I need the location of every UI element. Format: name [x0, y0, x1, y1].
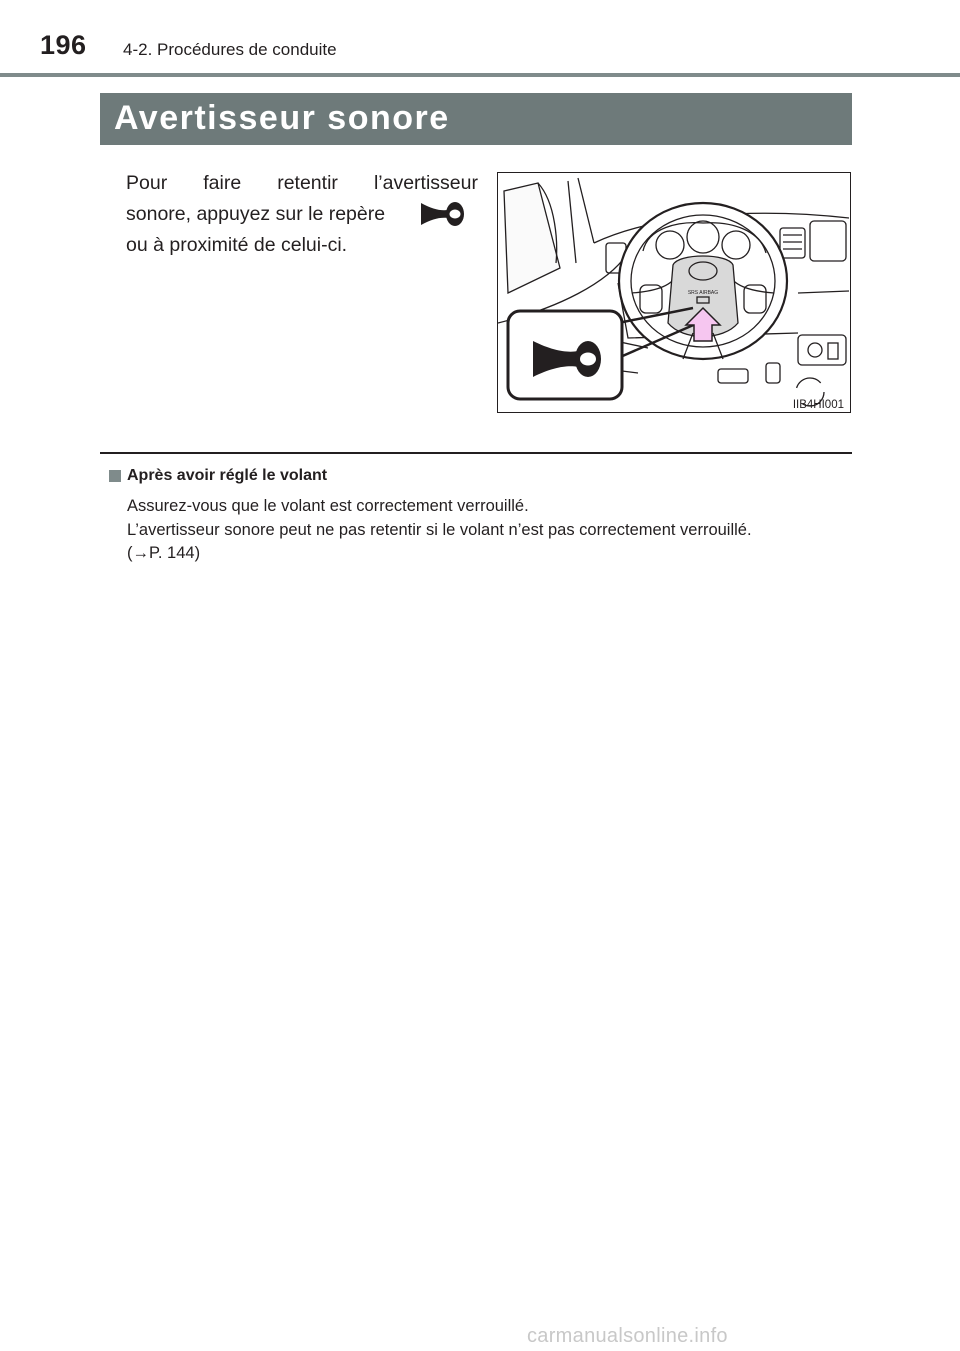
note-line-1: Assurez-vous que le volant est correctement verrouillé. [127, 497, 529, 515]
intro-word: faire [203, 172, 242, 194]
airbag-label: SRS AIRBAG [687, 290, 719, 296]
paren-open: ( [127, 544, 133, 562]
section-divider [100, 452, 852, 454]
section-title-band [100, 93, 852, 145]
intro-word: retentir [277, 172, 338, 194]
note-line-2: L’avertisseur sonore peut ne pas retentir si le volant n’est pas correctement verrouillé. [127, 520, 752, 539]
running-header: 4-2. Procédures de conduite [123, 40, 337, 59]
intro-line-3: ou à proximité de celui-ci. [126, 234, 348, 256]
note-line-3 [127, 542, 857, 566]
intro-word: Pour [126, 172, 168, 194]
note-body [127, 495, 857, 566]
figure-code: IIB4HI001 [792, 399, 844, 411]
page-number: 196 [40, 30, 87, 60]
horn-icon [418, 197, 466, 229]
square-bullet-icon [109, 470, 121, 482]
note-heading-text: Après avoir réglé le volant [127, 467, 328, 484]
page-reference-link[interactable]: P. 144 [149, 544, 195, 562]
watermark: carmanualsonline.info [527, 1325, 728, 1347]
steering-wheel-figure [497, 172, 851, 413]
header-rule [0, 73, 960, 77]
section-title: Avertisseur sonore [114, 99, 450, 137]
intro-line-2: sonore, appuyez sur le repère [126, 203, 386, 225]
intro-line-1 [126, 168, 478, 199]
note-heading [109, 467, 327, 485]
steering-wheel-illustration [498, 173, 849, 411]
arrow-icon: → [132, 544, 149, 562]
intro-word: l’avertisseur [373, 172, 478, 194]
paren-close: ) [194, 544, 201, 562]
